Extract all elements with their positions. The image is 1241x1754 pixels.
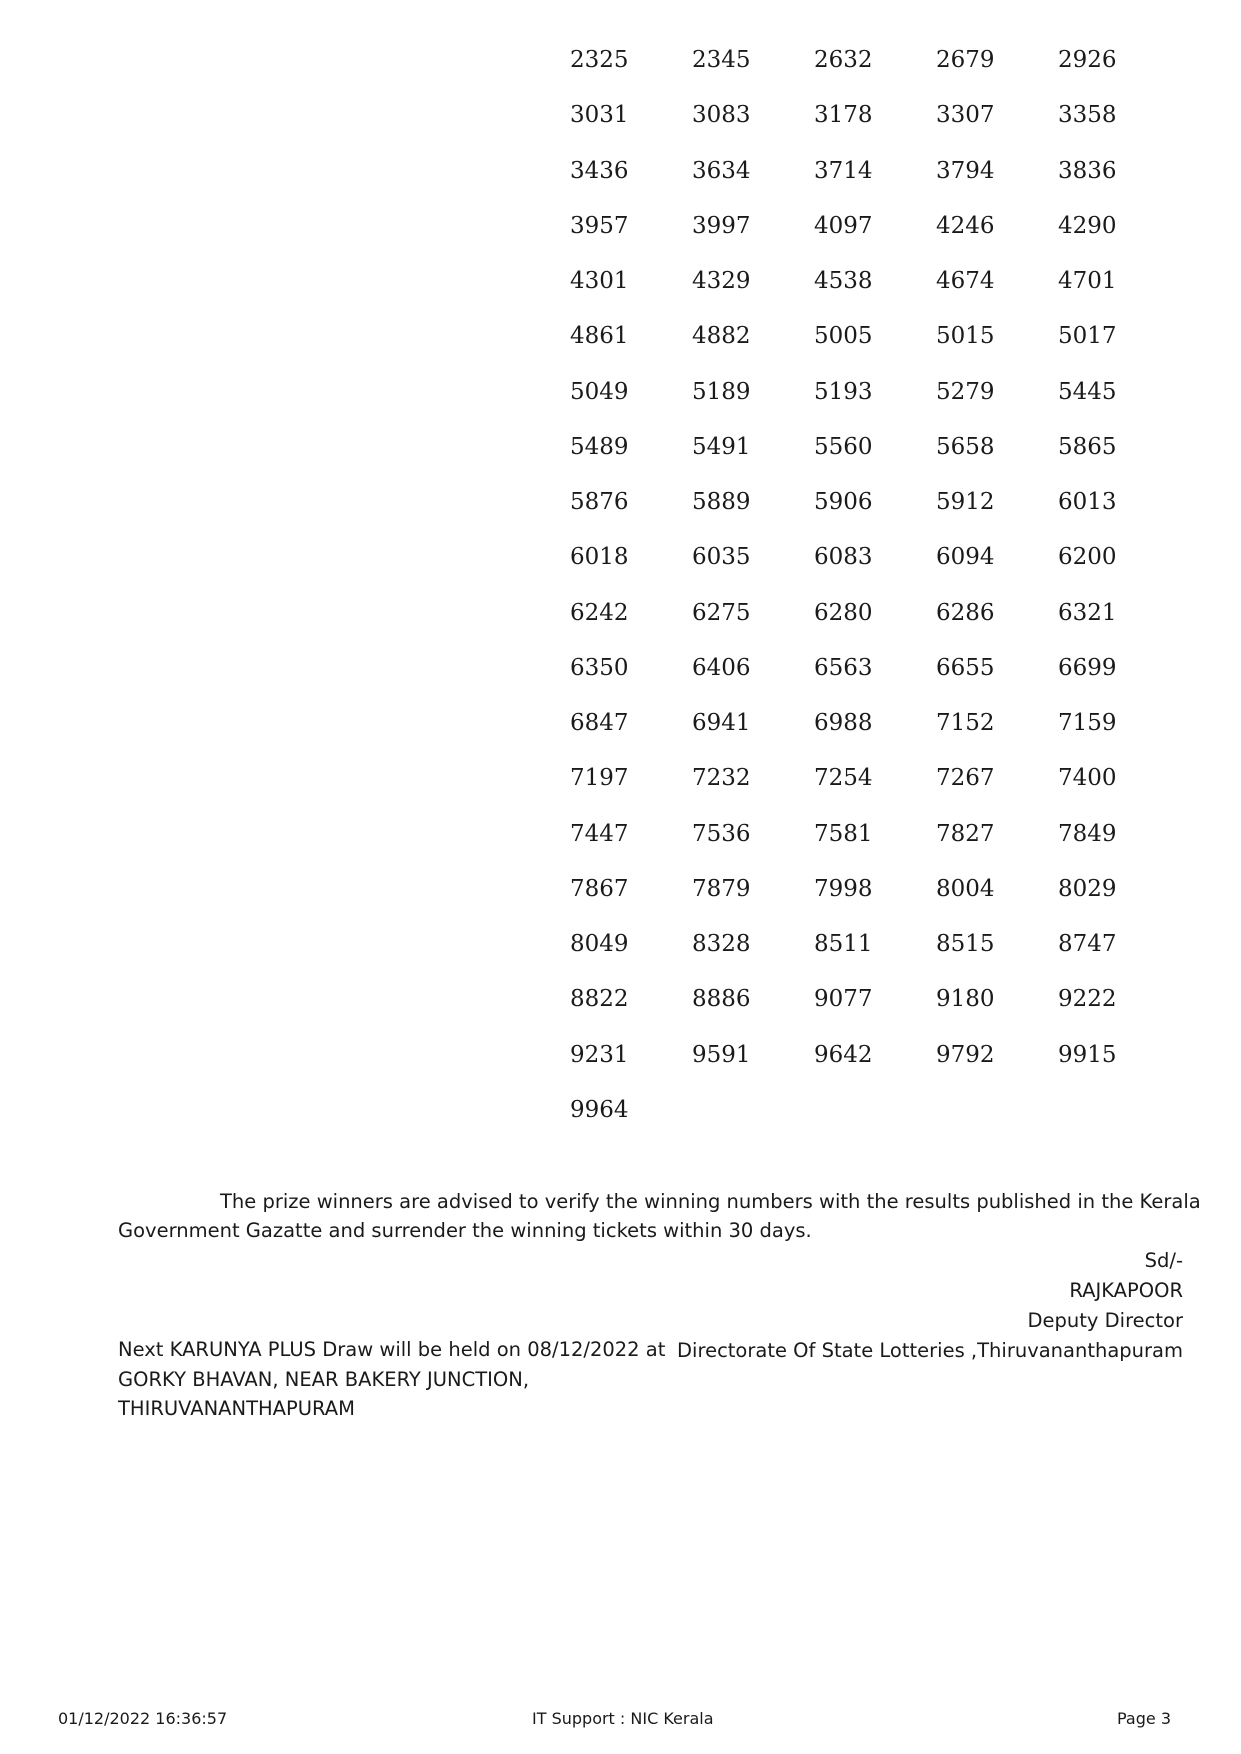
winning-number: 3436 — [570, 157, 629, 184]
winning-number: 3358 — [1058, 102, 1117, 129]
next-draw-venue: GORKY BHAVAN, NEAR BAKERY JUNCTION, — [118, 1367, 530, 1391]
winning-number: 3178 — [814, 102, 873, 129]
winning-number: 5906 — [814, 489, 873, 515]
next-draw-line: Next KARUNYA PLUS Draw will be held on 08/12/2022 at — [118, 1338, 666, 1361]
winning-number: 3836 — [1058, 157, 1117, 184]
footer-timestamp: 01/12/2022 16:36:57 — [58, 1709, 228, 1728]
winning-number: 6699 — [1058, 654, 1117, 681]
winning-number: 7849 — [1058, 820, 1117, 847]
winning-number: 5049 — [570, 378, 629, 405]
winning-number: 6655 — [936, 654, 995, 681]
winning-number: 7867 — [570, 875, 629, 902]
signatory-office: Directorate Of State Lotteries ,Thiruvananthapuram — [677, 1339, 1183, 1362]
winning-number: 4861 — [570, 323, 629, 350]
winning-number: 6018 — [570, 544, 629, 571]
winning-number: 4246 — [936, 212, 995, 239]
winning-number: 6847 — [570, 710, 629, 736]
winning-number: 2345 — [692, 47, 751, 73]
winning-number: 8886 — [692, 986, 751, 1013]
winning-number: 4674 — [936, 268, 995, 294]
winning-number: 9231 — [570, 1041, 629, 1068]
winning-number: 8004 — [936, 875, 995, 902]
winning-number: 5445 — [1058, 378, 1117, 405]
winning-number: 7400 — [1058, 765, 1117, 792]
winning-number: 7254 — [814, 765, 873, 792]
winning-number: 3997 — [692, 212, 751, 239]
winning-number: 4301 — [570, 268, 629, 294]
notice-line: The prize winners are advised to verify the winning numbers with the results published in the Kerala — [220, 1190, 1201, 1213]
winning-number: 6406 — [692, 654, 751, 681]
winning-number: 8822 — [570, 986, 629, 1013]
winning-number: 6280 — [814, 599, 873, 626]
winning-number: 6275 — [692, 599, 751, 626]
winning-number: 8029 — [1058, 875, 1117, 902]
winning-number: 5015 — [936, 323, 995, 350]
winning-number: 8328 — [692, 931, 751, 957]
winning-number: 7827 — [936, 820, 995, 847]
winning-number: 6286 — [936, 599, 995, 626]
winning-number: 3794 — [936, 157, 995, 184]
winning-number: 7159 — [1058, 710, 1117, 736]
winning-number: 4329 — [692, 268, 751, 294]
winning-number: 7536 — [692, 820, 751, 847]
winning-number: 7581 — [814, 820, 873, 847]
winning-number: 2632 — [814, 47, 873, 73]
winning-number: 7152 — [936, 710, 995, 736]
winning-number: 5279 — [936, 378, 995, 405]
winning-numbers-grid — [550, 45, 1160, 1150]
winner-notice — [118, 1187, 1201, 1245]
winning-number: 9964 — [570, 1096, 629, 1123]
winning-number: 6988 — [814, 710, 873, 736]
signatory-designation: Deputy Director — [1027, 1309, 1183, 1332]
winning-number: 9642 — [814, 1041, 873, 1068]
winning-number: 5491 — [692, 433, 751, 460]
notice-line: Government Gazatte and surrender the winning tickets within 30 days. — [118, 1219, 812, 1242]
winning-number: 4882 — [692, 323, 751, 350]
winning-number: 8747 — [1058, 931, 1117, 957]
footer-page-number: Page 3 — [1117, 1709, 1171, 1728]
winning-number: 5017 — [1058, 323, 1117, 350]
winning-number: 3083 — [692, 102, 751, 129]
winning-number: 4290 — [1058, 212, 1117, 239]
winning-number: 6941 — [692, 710, 751, 736]
winning-number: 5876 — [570, 489, 629, 515]
winning-number: 6350 — [570, 654, 629, 681]
signature-block — [677, 1246, 1183, 1366]
winning-number: 4538 — [814, 268, 873, 294]
winning-number: 5189 — [692, 378, 751, 405]
winning-number: 7232 — [692, 765, 751, 792]
winning-number: 6035 — [692, 544, 751, 571]
winning-number: 5489 — [570, 433, 629, 460]
winning-number: 9222 — [1058, 986, 1117, 1013]
signatory-name: RAJKAPOOR — [1069, 1279, 1183, 1302]
winning-number: 3714 — [814, 157, 873, 184]
winning-number: 9180 — [936, 986, 995, 1013]
winning-number: 9792 — [936, 1041, 995, 1068]
footer-support: IT Support : NIC Kerala — [532, 1709, 714, 1728]
winning-number: 7197 — [570, 765, 629, 792]
winning-number: 5912 — [936, 489, 995, 515]
next-draw-info — [118, 1335, 665, 1424]
winning-number: 6094 — [936, 544, 995, 571]
winning-number: 6563 — [814, 654, 873, 681]
winning-number: 6321 — [1058, 599, 1117, 626]
winning-number: 2926 — [1058, 47, 1117, 73]
winning-number: 9915 — [1058, 1041, 1117, 1068]
next-draw-city: THIRUVANANTHAPURAM — [118, 1397, 355, 1420]
winning-number: 8511 — [814, 931, 873, 957]
winning-number: 7998 — [814, 875, 873, 902]
winning-number: 6083 — [814, 544, 873, 571]
winning-number: 7447 — [570, 820, 629, 847]
winning-number: 7879 — [692, 875, 751, 902]
signature-sd: Sd/- — [1144, 1249, 1183, 1272]
winning-number: 5658 — [936, 433, 995, 460]
winning-number: 7267 — [936, 765, 995, 792]
winning-number: 5560 — [814, 433, 873, 460]
winning-number: 6013 — [1058, 489, 1117, 515]
winning-number: 3307 — [936, 102, 995, 129]
winning-number: 4701 — [1058, 268, 1117, 294]
winning-number: 2325 — [570, 47, 629, 73]
winning-number: 5005 — [814, 323, 873, 350]
winning-number: 5193 — [814, 378, 873, 405]
winning-number: 3031 — [570, 102, 629, 129]
winning-number: 9591 — [692, 1041, 751, 1068]
winning-number: 4097 — [814, 212, 873, 239]
winning-number: 9077 — [814, 986, 873, 1013]
winning-number: 3634 — [692, 157, 751, 184]
winning-number: 6242 — [570, 599, 629, 626]
winning-number: 8049 — [570, 931, 629, 957]
winning-number: 8515 — [936, 931, 995, 957]
winning-number: 6200 — [1058, 544, 1117, 571]
winning-number: 5865 — [1058, 433, 1117, 460]
winning-number: 3957 — [570, 212, 629, 239]
winning-number: 2679 — [936, 47, 995, 73]
winning-number: 5889 — [692, 489, 751, 515]
